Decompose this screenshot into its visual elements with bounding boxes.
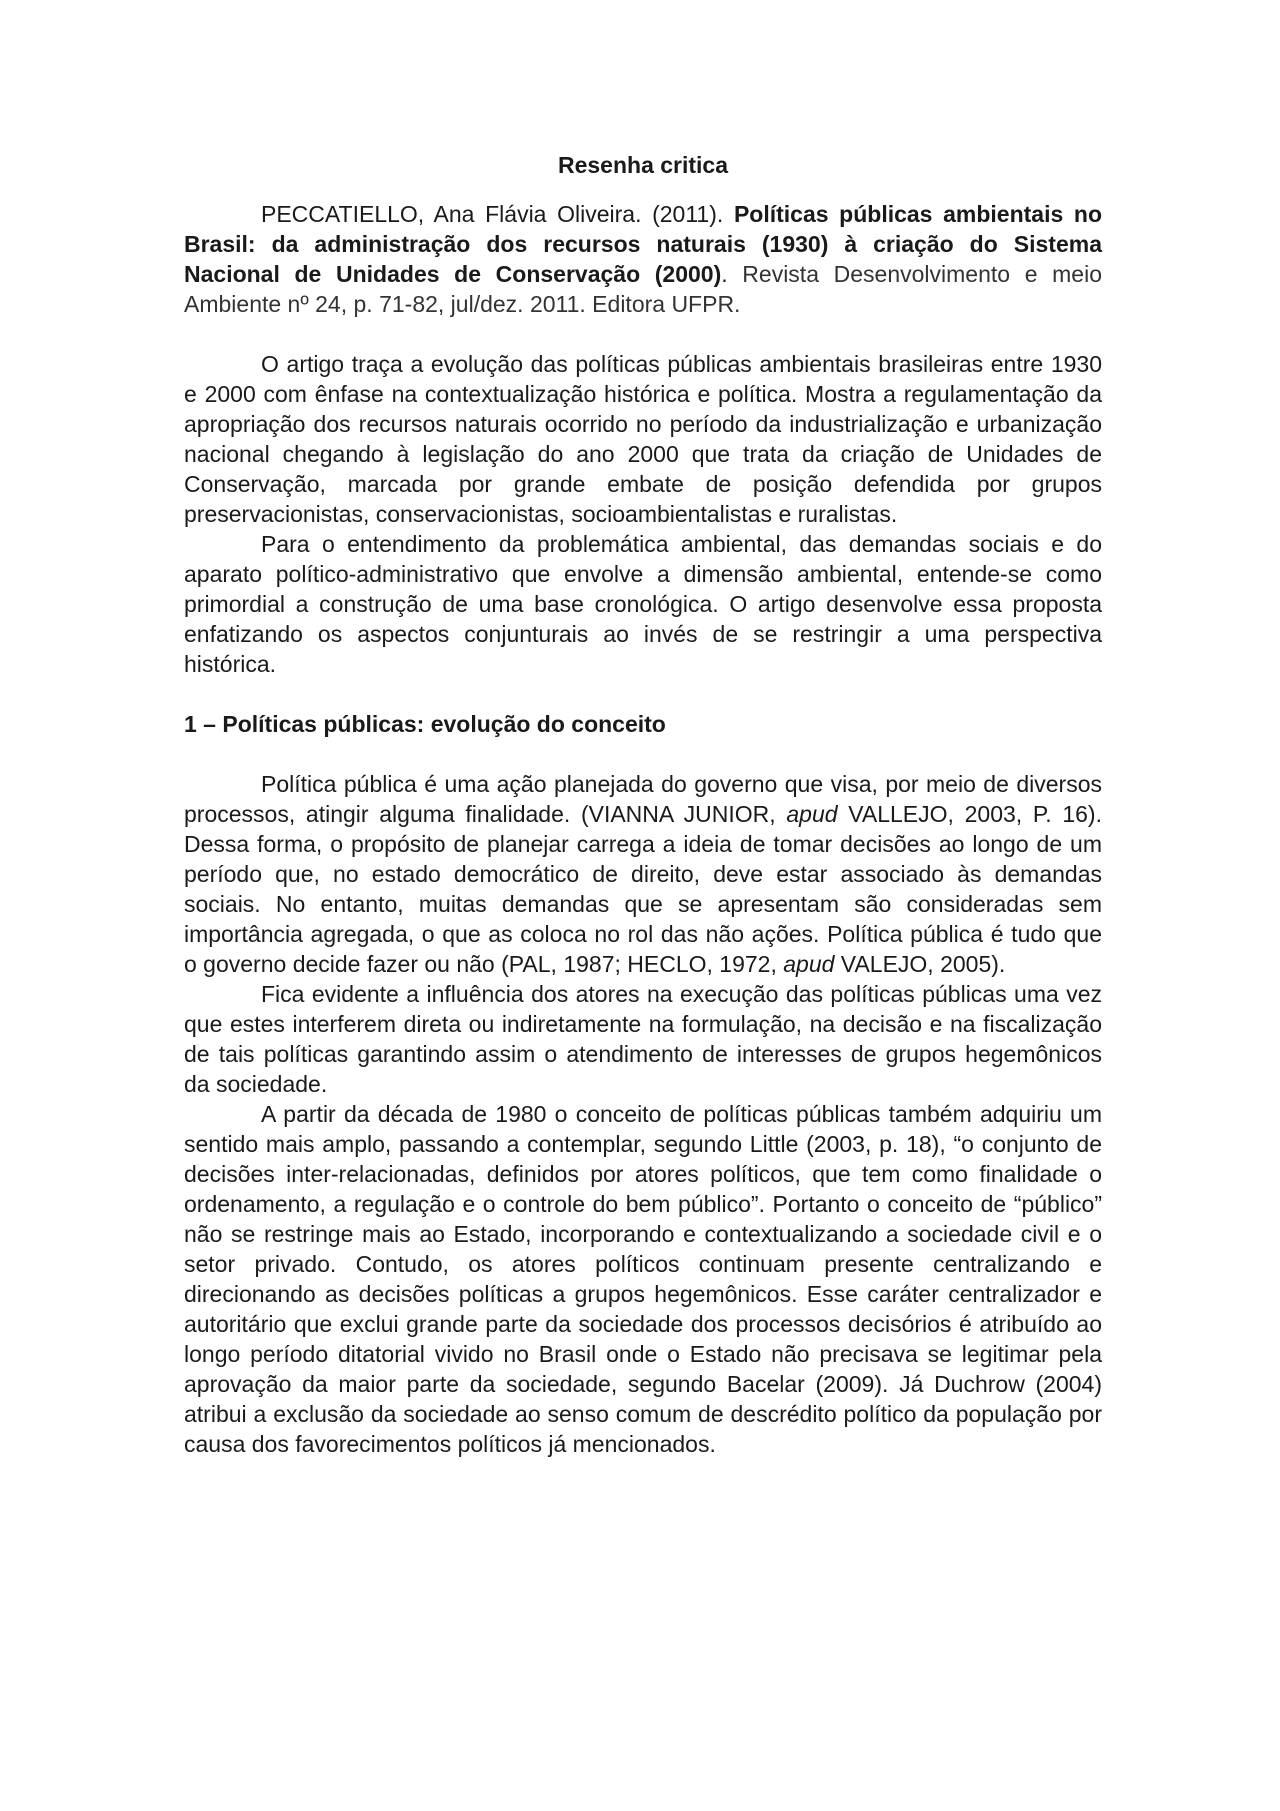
reference-work-title: Políticas públicas ambientais no Brasil: da administração dos recursos naturais (1930) à criação do Sistema Nacional de Unidades de Conservação (2000) [184, 201, 1103, 287]
section-1-paragraph-2: Fica evidente a influência dos atores na execução das políticas públicas uma vez que estes interferem direta ou indiretamente na formulação, na decisão e na fiscalização de tais políticas garantindo assim o atendimento de interesses de grupos hegemônicos da sociedade. [184, 981, 1102, 1097]
intro-paragraph-1: O artigo traça a evolução das políticas públicas ambientais brasileiras entre 1930 e 2000 com ênfase na contextualização histórica e política. Mostra a regulamentação da apropriação dos recursos naturais ocorrido no período da industrialização e urbanização nacional chegando à legislação do ano 2000 que trata da criação de Unidades de Conservação, marcada por grande embate de posição defendida por grupos preservacionistas, conservacionistas, socioambientalistas e ruralistas. [184, 351, 1102, 527]
intro-paragraph-2: Para o entendimento da problemática ambiental, das demandas sociais e do aparato político-administrativo que envolve a dimensão ambiental, entende-se como primordial a construção de uma base cronológica. O artigo desenvolve essa proposta enfatizando os aspectos conjunturais ao invés de se restringir a uma perspectiva histórica. [184, 531, 1102, 677]
section-1-paragraph-3: A partir da década de 1980 o conceito de políticas públicas também adquiriu um sentido mais amplo, passando a contemplar, segundo Little (2003, p. 18), “o conjunto de decisões inter-relacionadas, definidos por atores políticos, que tem como finalidade o ordenamento, a regulação e o controle do bem público”. Portanto o conceito de “público” não se restringe mais ao Estado, incorporando e contextualizando a sociedade civil e o setor privado. Contudo, os atores políticos continuam presente centralizando e direcionando as decisões políticas a grupos hegemônicos. Esse caráter centralizador e autoritário que exclui grande parte da sociedade dos processos decisórios é atribuído ao longo período ditatorial vivido no Brasil onde o Estado não precisava se legitimar pela aprovação da maior parte da sociedade, segundo Bacelar (2009). Já Duchrow (2004) atribui a exclusão da sociedade ao senso comum de descrédito político da população por causa dos favorecimentos políticos já mencionados. [184, 1101, 1102, 1457]
apud-term: apud [786, 801, 838, 827]
section-1-paragraph-1 [184, 769, 1102, 979]
section-1-heading: 1 – Políticas públicas: evolução do conceito [184, 711, 666, 737]
reference-period: . [721, 261, 728, 287]
apud-term: apud [783, 951, 835, 977]
paragraph-text: Política pública é uma ação planejada do governo que visa, por meio de diversos processos, atingir alguma finalidade. (VIANNA JUNIOR, [184, 771, 1102, 827]
document-title: Resenha critica [557, 152, 729, 178]
document-content [184, 150, 1102, 1459]
bibliographic-reference [184, 199, 1102, 319]
reference-authors: PECCATIELLO, Ana Flávia Oliveira. (2011). [261, 201, 724, 227]
paragraph-text: VALLEJO, 2003, P. 16). Dessa forma, o propósito de planejar carrega a ideia de tomar decisões ao longo de um período que, no estado democrático de direito, deve estar associado às demandas sociais. No entanto, muitas demandas que se apresentam são consideradas sem importância agregada, o que as coloca no rol das não ações. Política pública é tudo que o governo decide fazer ou não (PAL, 1987; HECLO, 1972, [184, 801, 1102, 977]
paragraph-text: VALEJO, 2005). [834, 951, 1006, 977]
reference-source: Revista Desenvolvimento e meio Ambiente nº 24, p. 71-82, jul/dez. 2011. Editora UFPR. [184, 261, 1102, 317]
